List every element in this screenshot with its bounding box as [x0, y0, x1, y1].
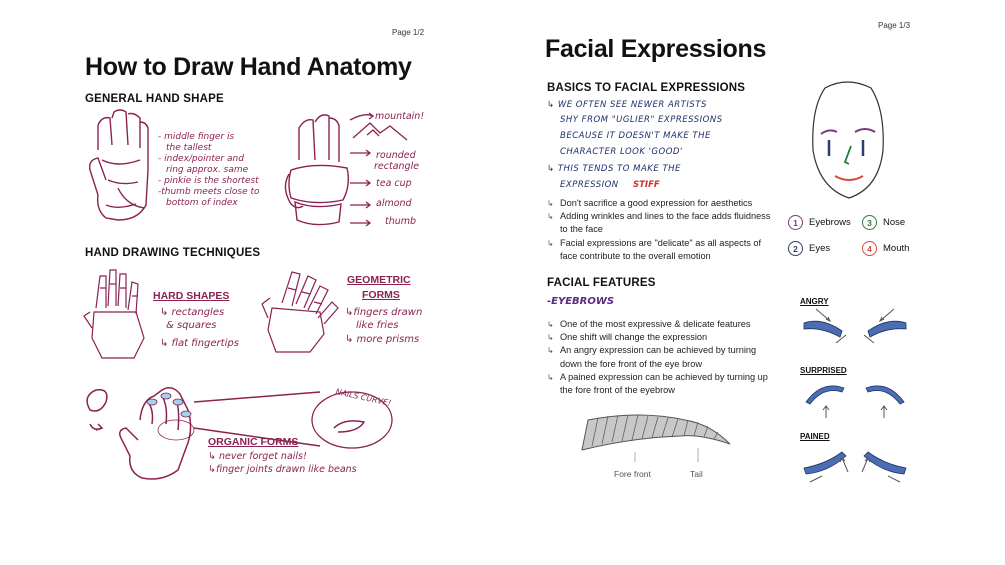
hard-shapes-note: ↳ flat fingertips	[160, 338, 239, 349]
page-title: Facial Expressions	[545, 35, 767, 63]
legend-label: Eyes	[809, 243, 831, 254]
surprised-brows-icon	[802, 376, 912, 421]
hand-note-line: SHY FROM "UGLIER" EXPRESSIONS	[560, 115, 723, 125]
geometric-note: ↳fingers drawn	[345, 307, 423, 318]
label-tea-cup: tea cup	[376, 178, 412, 189]
eyebrow-diagram	[580, 410, 740, 470]
organic-note: ↳finger joints drawn like beans	[208, 464, 357, 475]
hand-note-line: ↳ THIS TENDS TO MAKE THE	[547, 164, 681, 174]
eyebrows-heading: -EYEBROWS	[547, 296, 615, 307]
label-thumb: thumb	[385, 216, 417, 227]
bullet-item: ↳ One of the most expressive & delicate features	[547, 318, 777, 331]
legend-label: Eyebrows	[809, 217, 851, 228]
basics-bullet-list	[547, 197, 777, 263]
legend-item-mouth	[862, 241, 909, 256]
page-number: Page 1/2	[392, 28, 425, 37]
page-title: How to Draw Hand Anatomy	[85, 53, 412, 81]
note-line: the tallest	[166, 143, 212, 153]
geometric-note: ↳ more prisms	[345, 334, 420, 345]
geometric-hand-sketch	[262, 268, 342, 358]
label-almond: almond	[376, 198, 412, 209]
note-line: - middle finger is	[158, 132, 235, 142]
geometric-heading-1: GEOMETRIC	[347, 274, 411, 286]
expression-label-pained: PAINED	[800, 432, 830, 441]
stiff-word: STIFF	[633, 180, 660, 190]
legend-number: 3	[862, 215, 877, 230]
organic-heading: ORGANIC FORMS	[208, 436, 299, 448]
label-mountain: mountain!	[375, 111, 425, 122]
expression-label-angry: ANGRY	[800, 297, 829, 306]
hard-shapes-hand-sketch	[88, 268, 150, 363]
features-bullet-list	[547, 318, 777, 397]
right-page	[500, 0, 1005, 565]
bullet-item: ↳ One shift will change the expression	[547, 331, 777, 344]
geometric-heading-2: FORMS	[362, 289, 400, 301]
note-line: - pinkie is the shortest	[158, 176, 259, 186]
label-rectangle: rectangle	[374, 161, 420, 172]
page-number: Page 1/3	[878, 21, 911, 30]
face-diagram	[805, 80, 890, 205]
legend-item-eyes	[788, 241, 830, 256]
section-heading-techniques: HAND DRAWING TECHNIQUES	[85, 247, 261, 259]
legend-item-eyebrows	[788, 215, 851, 230]
legend-number: 1	[788, 215, 803, 230]
note-line: -thumb meets close to	[158, 187, 260, 197]
hand-note-line: CHARACTER LOOK 'GOOD'	[560, 147, 683, 157]
hand-shape-sketch-1	[88, 110, 158, 225]
bullet-item: ↳ A pained expression can be achieved by turning up the fore front of the eyebrow	[547, 371, 777, 397]
organic-note: ↳ never forget nails!	[208, 451, 307, 462]
hand-note-line: EXPRESSION	[560, 180, 619, 190]
hard-shapes-note: & squares	[166, 320, 217, 331]
geometric-note: like fries	[356, 320, 399, 331]
expression-label-surprised: SURPRISED	[800, 366, 847, 375]
legend-item-nose	[862, 215, 905, 230]
left-page	[0, 0, 500, 565]
pained-brows-icon	[802, 442, 912, 487]
legend-number: 2	[788, 241, 803, 256]
label-rounded: rounded	[376, 150, 416, 161]
note-line: - index/pointer and	[158, 154, 244, 164]
angry-brows-icon	[802, 307, 912, 347]
section-heading-hand-shape: GENERAL HAND SHAPE	[85, 93, 224, 105]
bullet-item: ↳ Don't sacrifice a good expression for aesthetics	[547, 197, 777, 210]
tail-label: Tail	[690, 469, 703, 479]
hard-shapes-heading: HARD SHAPES	[153, 290, 230, 302]
note-line: ring approx. same	[166, 165, 249, 175]
bullet-item: ↳ Adding wrinkles and lines to the face adds fluidness to the face	[547, 210, 777, 236]
section-heading-basics: BASICS TO FACIAL EXPRESSIONS	[547, 82, 746, 94]
hand-note-line: ↳ WE OFTEN SEE NEWER ARTISTS	[547, 100, 707, 110]
legend-label: Nose	[883, 217, 906, 228]
section-heading-features: FACIAL FEATURES	[547, 277, 656, 289]
fore-front-label: Fore front	[614, 469, 651, 479]
legend-number: 4	[862, 241, 877, 256]
nails-curve-label: NAILS CURVE!	[334, 387, 392, 408]
bullet-item: ↳ Facial expressions are "delicate" as all aspects of face contribute to the overall emotion	[547, 237, 777, 263]
note-line: bottom of index	[166, 198, 238, 208]
bullet-item: ↳ An angry expression can be achieved by turning down the fore front of the eye brow	[547, 344, 777, 370]
hand-note-line: BECAUSE IT DOESN'T MAKE THE	[560, 131, 711, 141]
hard-shapes-note: ↳ rectangles	[160, 307, 225, 318]
legend-label: Mouth	[883, 243, 910, 254]
